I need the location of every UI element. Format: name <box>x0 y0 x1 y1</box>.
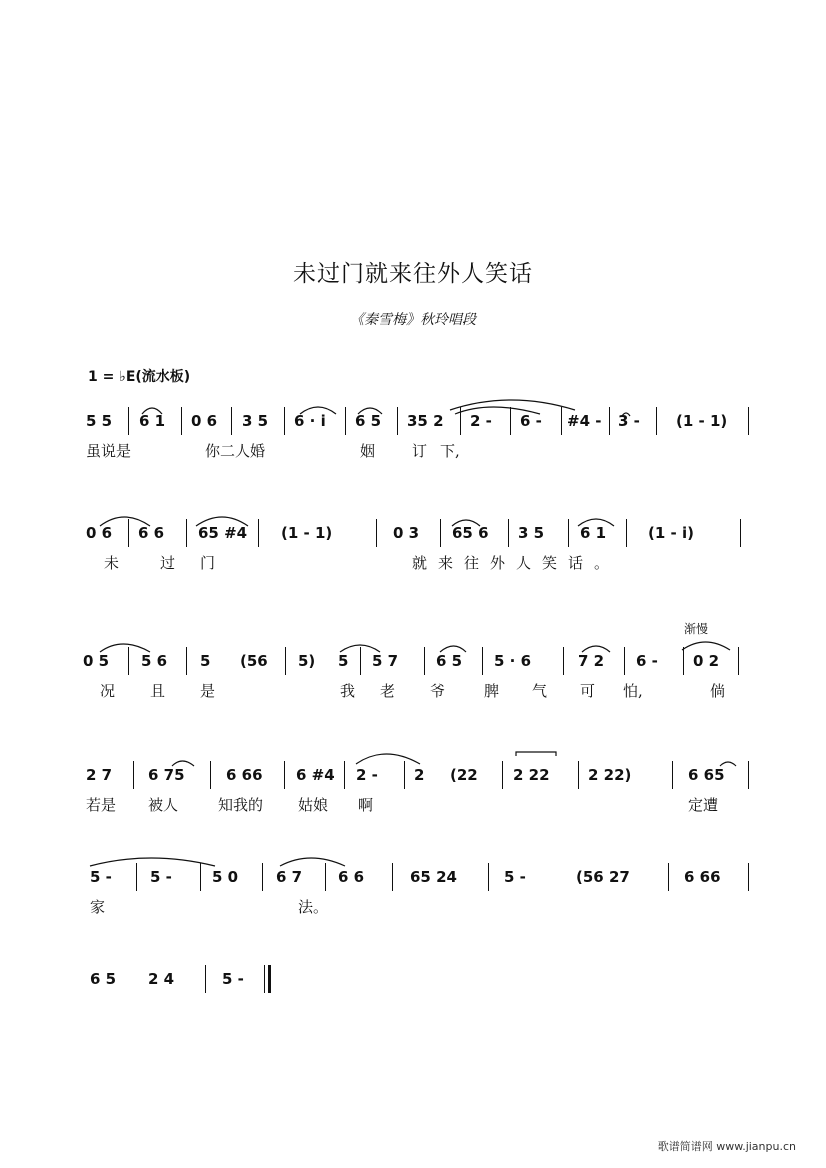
bar-line <box>284 761 285 789</box>
lyric: 是 <box>200 682 216 700</box>
note-group: 3 - <box>618 412 640 430</box>
note-group: 5 6 <box>141 652 168 670</box>
bar-line <box>482 647 483 675</box>
note-group: 5) <box>298 652 316 670</box>
bar-line <box>200 863 201 891</box>
note-group: 6 5 <box>90 970 117 988</box>
bar-line <box>561 407 562 435</box>
lyric: 虽说是 <box>86 442 132 460</box>
bar-line <box>376 519 377 547</box>
note-group: 2 7 <box>86 766 113 784</box>
bar-line <box>404 761 405 789</box>
bar-line <box>609 407 610 435</box>
lyric: 定遭 <box>688 796 719 814</box>
lyric: 知我的 <box>218 796 264 814</box>
bar-line <box>748 863 749 891</box>
lyric: 家 <box>90 898 106 916</box>
note-group: 2 4 <box>148 970 175 988</box>
bar-line <box>508 519 509 547</box>
bar-line <box>231 407 232 435</box>
note-group: 5 <box>200 652 211 670</box>
lyric: 法。 <box>298 898 329 916</box>
bar-line <box>738 647 739 675</box>
lyric: 姑娘 <box>298 796 329 814</box>
bar-line <box>624 647 625 675</box>
note-group: 0 6 <box>86 524 113 542</box>
lyric: 姻 <box>360 442 376 460</box>
lyric: 过 <box>160 554 176 572</box>
note-group: 3 5 <box>518 524 545 542</box>
bar-line <box>344 761 345 789</box>
note-group: 0 5 <box>83 652 110 670</box>
lyric: 况 <box>100 682 116 700</box>
bar-line <box>285 647 286 675</box>
bar-line <box>205 965 206 993</box>
page-title: 未过门就来往外人笑话 <box>293 261 533 287</box>
note-group: 5 5 <box>86 412 113 430</box>
lyric: 啊 <box>358 796 374 814</box>
note-group: 5 - <box>504 868 526 886</box>
bar-line <box>186 519 187 547</box>
bar-line <box>510 407 511 435</box>
note-group: 65 6 <box>452 524 489 542</box>
bar-line <box>258 519 259 547</box>
final-bar-line-thick <box>268 965 271 993</box>
lyric: 你二人婚 <box>205 442 266 460</box>
bar-line <box>360 647 361 675</box>
note-group: 6 - <box>520 412 542 430</box>
lyric: 且 <box>150 682 166 700</box>
page-subtitle: 《秦雪梅》秋玲唱段 <box>350 312 476 328</box>
bar-line <box>325 863 326 891</box>
note-group: 6 6 <box>138 524 165 542</box>
bar-line <box>284 407 285 435</box>
bar-line <box>210 761 211 789</box>
note-group: 35 2 <box>407 412 444 430</box>
watermark: 歌谱简谱网 www.jianpu.cn <box>657 1140 796 1153</box>
bar-line <box>186 647 187 675</box>
bar-line <box>181 407 182 435</box>
bar-line <box>128 647 129 675</box>
note-group: 0 6 <box>191 412 218 430</box>
note-group: 7 2 <box>578 652 605 670</box>
bar-line <box>460 407 461 435</box>
bar-line <box>440 519 441 547</box>
note-group: 2 - <box>470 412 492 430</box>
key-signature: 1 = ♭E(流水板) <box>88 369 191 385</box>
bar-line <box>563 647 564 675</box>
bar-line <box>578 761 579 789</box>
lyric: 气 <box>532 682 548 700</box>
lyric: 怕, <box>623 682 643 700</box>
tempo-marking: 渐慢 <box>684 622 709 636</box>
note-group: (56 27 <box>576 868 630 886</box>
bar-line <box>424 647 425 675</box>
lyric: 爷 <box>430 682 446 700</box>
note-group: 2 22 <box>513 766 550 784</box>
note-group: 6 1 <box>139 412 166 430</box>
note-group: 5 - <box>90 868 112 886</box>
lyric: 倘 <box>710 682 726 700</box>
final-bar-line <box>264 965 265 993</box>
note-group: 5 - <box>222 970 244 988</box>
lyric: 被人 <box>148 796 179 814</box>
bar-line <box>262 863 263 891</box>
bar-line <box>748 761 749 789</box>
bar-line <box>656 407 657 435</box>
note-group: 6 5 <box>436 652 463 670</box>
note-group: 6 1 <box>580 524 607 542</box>
note-group: 0 2 <box>693 652 720 670</box>
note-group: (1 - 1) <box>676 412 728 430</box>
note-group: 3 5 <box>242 412 269 430</box>
bar-line <box>502 761 503 789</box>
note-group: 6 65 <box>688 766 725 784</box>
bar-line <box>740 519 741 547</box>
bar-line <box>626 519 627 547</box>
lyric: 订 <box>412 442 428 460</box>
note-group: 6 · i <box>294 412 326 430</box>
note-group: 6 7 <box>276 868 303 886</box>
bar-line <box>128 519 129 547</box>
note-group: 6 66 <box>684 868 721 886</box>
note-group: 6 - <box>636 652 658 670</box>
note-group: (56 <box>240 652 268 670</box>
bar-line <box>672 761 673 789</box>
bar-line <box>128 407 129 435</box>
bar-line <box>345 407 346 435</box>
bar-line <box>397 407 398 435</box>
note-group: (22 <box>450 766 478 784</box>
bar-line <box>748 407 749 435</box>
note-group: 0 3 <box>393 524 420 542</box>
note-group: 2 <box>414 766 425 784</box>
note-group: 2 22) <box>588 766 632 784</box>
bar-line <box>488 863 489 891</box>
note-group: 5 <box>338 652 349 670</box>
note-group: 5 7 <box>372 652 399 670</box>
note-group: 6 66 <box>226 766 263 784</box>
bar-line <box>683 647 684 675</box>
bar-line <box>668 863 669 891</box>
note-group: 6 6 <box>338 868 365 886</box>
bar-line <box>136 863 137 891</box>
note-group: 5 0 <box>212 868 239 886</box>
note-group: 5 · 6 <box>494 652 532 670</box>
lyric: 我 <box>340 682 356 700</box>
note-group: 6 5 <box>355 412 382 430</box>
note-group: (1 - i) <box>648 524 694 542</box>
bar-line <box>392 863 393 891</box>
lyric: 老 <box>380 682 396 700</box>
note-group: 6 #4 <box>296 766 335 784</box>
note-group: 5 - <box>150 868 172 886</box>
note-group: (1 - 1) <box>281 524 333 542</box>
lyric: 若是 <box>86 796 117 814</box>
note-group: 2 - <box>356 766 378 784</box>
note-group: 65 #4 <box>198 524 248 542</box>
lyric: 下, <box>440 442 460 460</box>
lyric: 门 <box>200 554 216 572</box>
note-group: 6 75 <box>148 766 185 784</box>
note-group: #4 - <box>567 412 602 430</box>
lyric: 未 <box>104 554 120 572</box>
bar-line <box>133 761 134 789</box>
bar-line <box>568 519 569 547</box>
note-group: 65 24 <box>410 868 457 886</box>
lyric: 脾 <box>484 682 500 700</box>
lyric: 可 <box>580 682 596 700</box>
lyric: 就来往外人笑话。 <box>412 554 621 572</box>
